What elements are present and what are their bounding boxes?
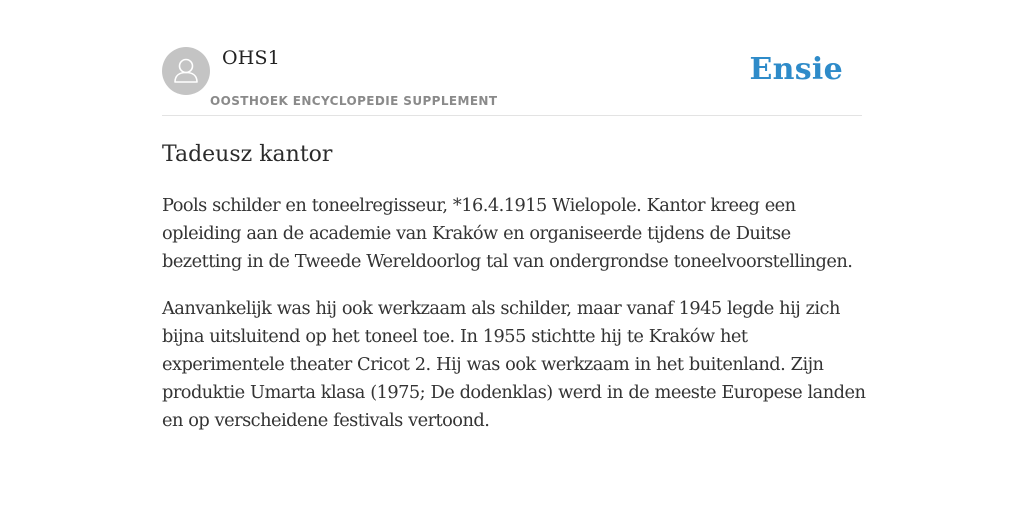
paragraph xyxy=(162,295,872,435)
paragraph-line: bezetting in de Tweede Wereldoorlog tal van ondergrondse toneelvoorstellingen. xyxy=(162,251,853,272)
author-name[interactable]: OHS1 xyxy=(222,47,281,69)
source-label[interactable]: OOSTHOEK ENCYCLOPEDIE SUPPLEMENT xyxy=(210,94,498,108)
paragraph-line: produktie Umarta klasa (1975; De dodenklas) werd in de meeste Europese landen xyxy=(162,382,866,403)
article-header xyxy=(162,46,862,116)
paragraph xyxy=(162,192,872,276)
user-icon xyxy=(162,47,210,95)
brand-logo[interactable]: Ensie xyxy=(749,52,843,87)
paragraph-line: experimentele theater Cricot 2. Hij was ook werkzaam in het buitenland. Zijn xyxy=(162,354,824,375)
avatar[interactable] xyxy=(162,47,210,95)
article-title: Tadeusz kantor xyxy=(162,142,333,167)
paragraph-line: Aanvankelijk was hij ook werkzaam als schilder, maar vanaf 1945 legde hij zich xyxy=(162,298,840,319)
paragraph-line: en op verscheidene festivals vertoond. xyxy=(162,410,490,431)
paragraph-line: bijna uitsluitend op het toneel toe. In 1955 stichtte hij te Kraków het xyxy=(162,326,748,347)
paragraph-line: Pools schilder en toneelregisseur, *16.4.1915 Wielopole. Kantor kreeg een xyxy=(162,195,796,216)
article-body xyxy=(162,192,872,454)
paragraph-line: opleiding aan de academie van Kraków en organiseerde tijdens de Duitse xyxy=(162,223,791,244)
